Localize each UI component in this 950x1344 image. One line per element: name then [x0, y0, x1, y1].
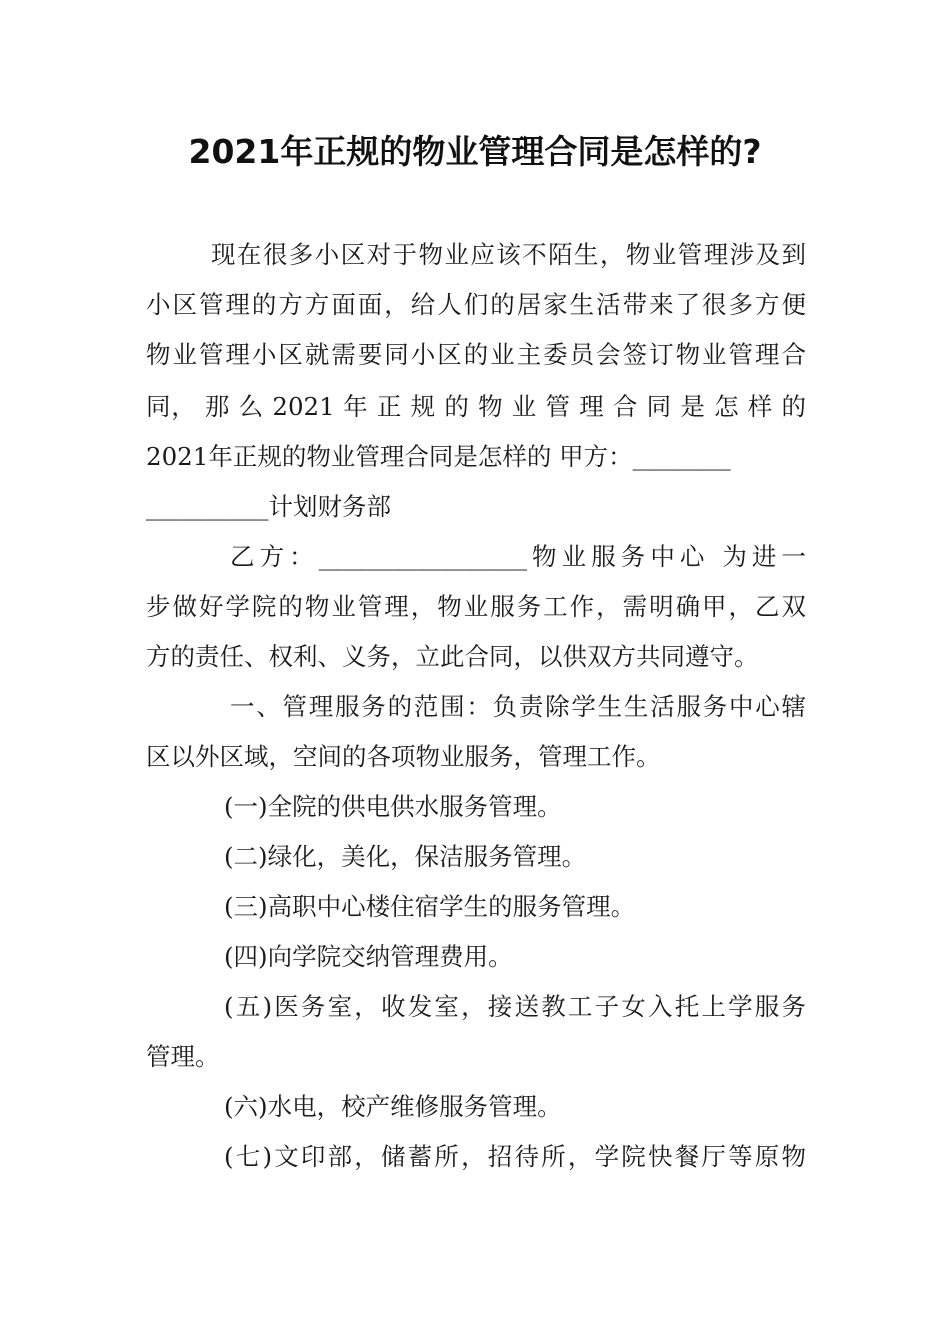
document-title: 2021年正规的物业管理合同是怎样的? — [188, 132, 762, 171]
paragraph-line: __________计划财务部 — [146, 492, 391, 521]
list-item: (三)高职中心楼住宿学生的服务管理。 — [224, 892, 636, 921]
list-item: (六)水电，校产维修服务管理。 — [224, 1092, 562, 1121]
paragraph-line: 小区管理的方方面面，给人们的居家生活带来了很多方便 — [146, 290, 806, 319]
paragraph-line: 现在很多小区对于物业应该不陌生，物业管理涉及到 — [211, 240, 806, 269]
list-item: (七)文印部，储蓄所，招待所，学院快餐厅等原物 — [224, 1142, 806, 1171]
paragraph-line: 步做好学院的物业管理，物业服务工作，需明确甲，乙双 — [146, 592, 806, 621]
paragraph-line: 乙方：_________________物业服务中心 为进一 — [230, 542, 806, 571]
paragraph-line: 2021年正规的物业管理合同是怎样的 甲方：________ — [146, 442, 731, 471]
paragraph-line: 同， 那 么 2021 年 正 规 的 物 业 管 理 合 同 是 怎 样 的 — [146, 392, 806, 421]
paragraph-line: 方的责任、权利、义务，立此合同，以供双方共同遵守。 — [146, 642, 759, 671]
list-item: (四)向学院交纳管理费用。 — [224, 942, 513, 971]
list-item: (一)全院的供电供水服务管理。 — [224, 792, 562, 821]
paragraph-line: 管理。 — [146, 1042, 220, 1071]
paragraph-line: 区以外区域，空间的各项物业服务，管理工作。 — [146, 742, 661, 771]
paragraph-line: 一、管理服务的范围：负责除学生生活服务中心辖 — [230, 692, 806, 721]
list-item: (五)医务室，收发室，接送教工子女入托上学服务 — [224, 992, 806, 1021]
paragraph-line: 物业管理小区就需要同小区的业主委员会签订物业管理合 — [146, 340, 806, 369]
list-item: (二)绿化，美化，保洁服务管理。 — [224, 842, 587, 871]
